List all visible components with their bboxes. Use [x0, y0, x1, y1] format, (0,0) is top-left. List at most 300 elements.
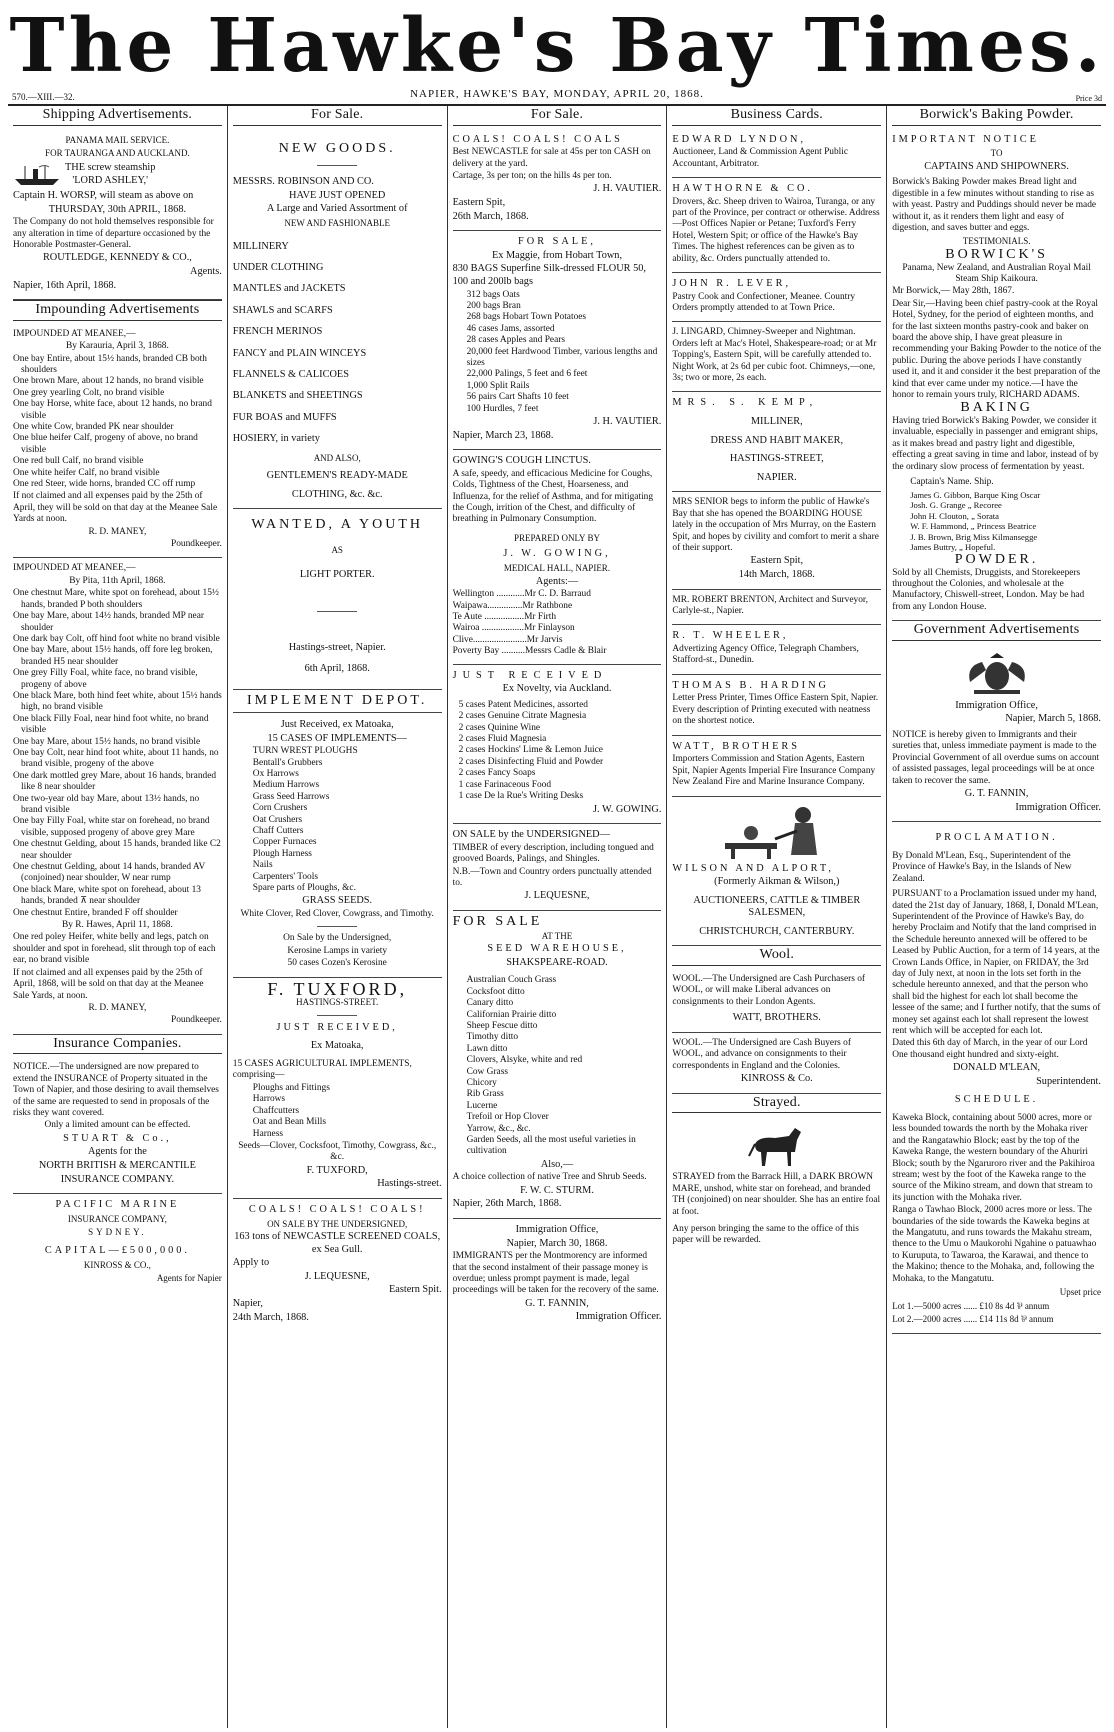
list-item: FLANNELS & CALICOES: [232, 369, 349, 380]
seed-signer: F. W. C. STURM.: [520, 1184, 594, 1196]
list-item: Grass Seed Harrows: [252, 791, 330, 802]
ship-date: THURSDAY, 30th APRIL, 1868.: [48, 203, 187, 215]
imm1-text: IMMIGRANTS per the Montmorency are informed that the second instalment of their passage money is overdue; unless prompt payment is made, legal proceedings will be taken for the recovery of the same.: [452, 1251, 659, 1296]
list-item: 5 cases Patent Medicines, assorted: [458, 699, 588, 710]
coals-signer: J. LEQUESNE,: [304, 1270, 370, 1282]
issue-number: 570.—XIII.—32.: [12, 92, 75, 102]
borwick-testimonials: TESTIMONIALS.: [962, 236, 1031, 247]
list-item: Corn Crushers: [252, 803, 308, 814]
list-item: One grey yearling Colt, no brand visible: [13, 387, 165, 398]
impound-1-terms: If not claimed and all expenses paid by the 25th of April, they will be sold on that day at the Meanee Sale Yards at noon.: [13, 491, 218, 525]
kemp-dress: DRESS AND HABIT MAKER,: [710, 434, 844, 446]
impound-1-by: By Karauria, April 3, 1868.: [65, 341, 169, 352]
wool-2-signer: KINROSS & Co.: [740, 1073, 813, 1085]
vautier-sale-ex: Ex Maggie, from Hobart Town,: [491, 249, 623, 261]
list-item: One two-year old bay Mare, about 13½ hands, no brand visible: [13, 793, 200, 815]
schedule-kaweka: Kaweka Block, containing about 5000 acres, more or less bounded towards the north by the Mohaka river and the Rangatawhio Block; east by the top of the Kaweka Range, the western boundary of the Ahuriri Block; south by the Ngaruroro river and the Pakihiroa stream; west by the foot of the Kaweka range to the source of the Mikino stream, and down that stream to its junction with the Mohaka river.: [892, 1112, 1095, 1203]
list-item: 56 pairs Cart Shafts 10 feet: [466, 392, 569, 403]
list-item: 20,000 feet Hardwood Timber, various lengths and sizes: [466, 346, 658, 368]
tuxford-title: F. TUXFORD,: [267, 978, 408, 999]
impound-1-title: IMPOUNDED AT MEANEE,—: [13, 328, 136, 339]
robinson-assortment: A Large and Varied Assortment of: [266, 203, 408, 215]
senior-date: 14th March, 1868.: [738, 569, 815, 581]
for-sale-heading-1: For Sale.: [233, 106, 442, 126]
robinson-fashionable: NEW AND FASHIONABLE: [284, 217, 391, 228]
list-item: 100 Hurdles, 7 feet: [466, 403, 539, 414]
impound-1-signer: R. D. MANEY,: [88, 526, 147, 537]
schedule-lot-1: Lot 1.—5000 acres ...... £10 8s 4d ⅌ annum: [892, 1300, 1050, 1311]
vautier-coals-title: COALS! COALS! COALS: [452, 133, 623, 145]
robinson-clothing: CLOTHING, &c. &c.: [291, 488, 383, 500]
strayed-ad: [672, 1116, 881, 1253]
list-item: One bay Filly Foal, white star on forehead, no brand visible, supposed progeny of above grey Mare: [13, 816, 210, 838]
vautier-date: 26th March, 1868.: [452, 210, 529, 222]
list-item: James G. Gibbon, Barque King Oscar: [910, 489, 1041, 500]
list-item: One black Mare, both hind feet white, about 15½ hands high, no brand visible: [13, 690, 222, 713]
horse-icon: [745, 1122, 809, 1170]
brenton-desc: MR. ROBERT BRENTON, Architect and Surveyor, Carlyle-st., Napier.: [672, 594, 868, 617]
coals-on-sale: ON SALE BY THE UNDERSIGNED,: [267, 1218, 408, 1229]
list-item: Yarrow, &c., &c.: [466, 1123, 531, 1134]
proclamation-signer: DONALD M'LEAN,: [953, 1062, 1041, 1074]
wilson-name: WILSON AND ALPORT,: [672, 862, 834, 874]
list-item: Te Aute .................Mr Firth: [452, 612, 557, 623]
list-item: Wairoa ..................Mr Finlayson: [452, 623, 575, 634]
depot-kerosine: 50 cases Cozen's Kerosine: [287, 958, 387, 969]
list-item: Harness: [252, 1128, 283, 1139]
imm1-date: Napier, March 30, 1868.: [506, 1237, 608, 1249]
robinson-items: [233, 236, 442, 450]
list-item: MANTLES and JACKETS: [232, 283, 346, 295]
for-sale-heading-2: For Sale.: [453, 106, 662, 126]
government-heading: Government Advertisements: [892, 621, 1101, 641]
imm1-role: Immigration Officer.: [575, 1311, 662, 1323]
impound-ad-2: [13, 558, 222, 1034]
list-item: 2 cases Disinfecting Fluid and Powder: [458, 756, 604, 767]
impound-2-list: [13, 588, 222, 919]
impound-2-title: IMPOUNDED AT MEANEE,—: [13, 563, 136, 574]
borwick-to: TO: [990, 148, 1003, 159]
coals-date: 24th March, 1868.: [232, 1311, 309, 1323]
kemp-milliner: MILLINER,: [750, 416, 803, 428]
vautier-sale-ad: [453, 231, 662, 450]
column-1: [8, 106, 227, 1728]
ship-name: 'LORD ASHLEY,': [72, 175, 148, 187]
schedule-ranga: Ranga o Tawhao Block, 2000 acres more or less. The boundaries of the side towards the Kaweka begins at the Mangatutu, and runs towards the Makahu stream, thence to the Umu o Maukorohi Ngahine o patuawhao to Kuruputa, to Tawaroa, the Karawai, and thence to the Makino; thence to the Mohaka, and, following the Mohaka, to the Mangatutu.: [892, 1205, 1097, 1284]
list-item: UNDER CLOTHING: [232, 261, 324, 273]
imm2-date: Napier, March 5, 1868.: [1005, 713, 1101, 725]
vautier-spit: Eastern Spit,: [452, 197, 506, 208]
gowing-linctus-ad: [453, 450, 662, 664]
seed-warehouse-ad: [453, 911, 662, 1219]
vautier-coals-ad: [453, 129, 662, 232]
list-item: Carpenters' Tools: [252, 871, 318, 882]
list-item: One dark mottled grey Mare, about 16 hands, branded like 8 near shoulder: [13, 770, 217, 793]
wanted-address: Hastings-street, Napier.: [288, 642, 386, 654]
coals-napier: Napier,: [232, 1298, 263, 1310]
list-item: FANCY and PLAIN WINCEYS: [232, 347, 367, 359]
coals-apply: Apply to: [232, 1257, 270, 1269]
timber-signer: J. LEQUESNE,: [524, 890, 590, 902]
gowing-name: J. W. GOWING,: [503, 548, 611, 560]
wheeler-desc: Advertizing Agency Office, Telegraph Chambers, Stafford-st., Dunedin.: [672, 644, 859, 666]
depot-list: [233, 746, 442, 894]
gowing-agents: Agents:—: [535, 575, 579, 587]
insurance-company: NORTH BRITISH & MERCANTILE: [38, 1159, 196, 1171]
list-item: FUR BOAS and MUFFS: [232, 411, 337, 423]
senior-desc: MRS SENIOR begs to inform the public of Hawke's Bay that she has opened the BOARDING HOUSE lately in the occupation of Mrs Murray, on the Eastern Spit, and hopes by civility and comfort to merit a share of their support.: [672, 497, 879, 554]
list-item: One dark bay Colt, off hind foot white no brand visible: [13, 633, 220, 644]
list-item: 200 bags Bran: [466, 300, 521, 311]
list-item: Lucerne: [466, 1100, 498, 1111]
list-item: Plough Harness: [252, 848, 312, 859]
steamship-icon: [13, 163, 61, 187]
jr-title: JUST RECEIVED: [452, 669, 608, 681]
list-item: One bay Entire, about 15½ hands, branded CB both shoulders: [13, 353, 207, 375]
schedule-upset: Upset price: [1059, 1287, 1101, 1298]
grass-seeds: GRASS SEEDS.: [302, 895, 373, 907]
immigration-ad-2: [892, 644, 1101, 822]
vautier-sale-date: Napier, March 23, 1868.: [452, 429, 554, 441]
list-item: One bay Colt, near hind foot white, about 11 hands, no brand visible, progeny of the above: [13, 747, 219, 770]
list-item: Trefoil or Hop Clover: [466, 1112, 549, 1123]
list-item: Clive.......................Mr Jarvis: [452, 634, 563, 645]
wanted-ad: [233, 509, 442, 690]
insurance-limit: Only a limited amount can be effected.: [44, 1120, 191, 1131]
imm2-text: NOTICE is hereby given to Immigrants and their sureties that, unless immediate payment is made to the Provincial Government of all overdue sums on account of assisted passages, legal proceedings will be at once taken to recover the same.: [892, 730, 1100, 786]
insurance-notice: NOTICE.—The undersigned are now prepared to extend the INSURANCE of Property situated in the Town of Napier, and those desiring to avail themselves of the same are requested to send in proposals of the risks they want covered.: [13, 1062, 219, 1118]
gowing-title: GOWING'S COUGH LINCTUS.: [452, 455, 591, 467]
impound-2-terms: If not claimed and all expenses paid by the 25th of April, 1868, will be sold on that day at the Meanee Sale Yards, at noon.: [13, 967, 204, 1001]
list-item: Canary ditto: [466, 998, 514, 1009]
list-item: Spare parts of Ploughs, &c.: [252, 883, 356, 894]
pacific-ad: [13, 1194, 222, 1292]
gowing-hall: MEDICAL HALL, NAPIER.: [503, 563, 611, 574]
tuxford-list: [233, 1083, 442, 1140]
borwick-powder: POWDER.: [954, 552, 1039, 568]
tuxford-ad: [233, 978, 442, 1199]
list-item: MILLINERY: [232, 240, 289, 252]
pacific-title: PACIFIC MARINE: [55, 1199, 180, 1211]
strayed-heading: Strayed.: [672, 1094, 881, 1114]
ship-dated: Napier, 16th April, 1868.: [13, 279, 117, 291]
wheeler-card: [672, 625, 881, 674]
borwick-captains: CAPTAINS AND SHIPOWNERS.: [924, 160, 1069, 172]
borwick-brand: BORWICK'S: [945, 247, 1048, 262]
list-item: 2 cases Fluid Magnesia: [458, 734, 547, 745]
list-item: Chicory: [466, 1077, 497, 1088]
jr-list: [453, 700, 662, 803]
column-3: [447, 106, 667, 1728]
list-item: Bentall's Grubbers: [252, 757, 323, 768]
list-item: J. B. Brown, Brig Miss Kilmansegge: [910, 531, 1038, 542]
column-4: [666, 106, 886, 1728]
business-cards-heading: Business Cards.: [672, 106, 881, 126]
kemp-street: HASTINGS-STREET,: [729, 453, 824, 465]
wool-ad-2: [672, 1033, 881, 1094]
ship-agents-label: Agents.: [190, 265, 222, 277]
timber-desc: TIMBER of every description, including tongued and grooved Boards, Palings, and Shingles.: [452, 842, 654, 865]
list-item: Oat and Bean Mills: [252, 1117, 326, 1128]
column-5: [886, 106, 1106, 1728]
list-item: Ploughs and Fittings: [252, 1082, 330, 1093]
lever-card: [672, 273, 881, 322]
list-item: 2 cases Quinine Wine: [458, 722, 541, 733]
kemp-napier: NAPIER.: [756, 471, 797, 483]
list-item: James Buttry, „ Hopeful.: [910, 542, 996, 553]
tuxford-street: HASTINGS-STREET.: [296, 997, 379, 1008]
masthead-title: The Hawke's Bay Times.: [9, 3, 1105, 89]
imm1-office: Immigration Office,: [515, 1223, 599, 1235]
wool-heading: Wool.: [672, 946, 881, 966]
list-item: One red Steer, wide horns, branded CC off rump: [13, 479, 196, 490]
list-item: One chestnut Gelding, about 14 hands, branded AV (conjoined) near shoulder, W near rump: [13, 862, 206, 884]
coals-spit: Eastern Spit.: [388, 1284, 442, 1296]
imm1-signer: G. T. FANNIN,: [525, 1297, 589, 1309]
hawthorne-name: HAWTHORNE & CO.: [672, 183, 813, 194]
pacific-capital: CAPITAL—£500,000.: [44, 1244, 190, 1256]
columns: [8, 106, 1106, 1728]
list-item: 2 cases Hockins' Lime & Lemon Juice: [458, 745, 603, 756]
lever-desc: Pastry Cook and Confectioner, Meanee. Country Orders promptly attended to at Town Price.: [672, 291, 856, 314]
vautier-sale-title: FOR SALE,: [518, 236, 596, 248]
seed-date: Napier, 26th March, 1868.: [452, 1198, 562, 1210]
depot-cases: 15 CASES OF IMPLEMENTS—: [267, 732, 407, 744]
lyndon-card: [672, 129, 881, 178]
wanted-as: AS: [331, 545, 343, 555]
insurance-company-2: INSURANCE COMPANY.: [60, 1173, 175, 1185]
insurance-heading: Insurance Companies.: [13, 1035, 222, 1055]
pacific-sub: INSURANCE COMPANY,: [67, 1213, 167, 1224]
list-item: One white heifer Calf, no brand visible: [13, 467, 160, 478]
robinson-opened: HAVE JUST OPENED: [289, 189, 386, 201]
list-item: 312 bags Oats: [466, 289, 520, 300]
list-item: Cocksfoot ditto: [466, 986, 525, 997]
gowing-prepared: PREPARED ONLY BY: [514, 532, 600, 543]
jr-ex: Ex Novelty, via Auckland.: [502, 683, 612, 695]
robinson-also: AND ALSO,: [313, 452, 361, 463]
list-item: One chestnut Mare, white spot on forehead, about 15½ hands, branded P both shoulders: [13, 588, 219, 610]
list-item: Chaffcutters: [252, 1105, 299, 1116]
coals-tons: 163 tons of NEWCASTLE SCREENED COALS, ex Sea Gull.: [234, 1231, 441, 1255]
borwick-tried: Having tried Borwick's Baking Powder, we consider it invaluable, especially in passenger and emigrant ships, as it makes bread and pastry light and digestible, effecting a great saving in time and labor, instead of by the ordinary slow process of fermentation by yeast.: [892, 416, 1099, 472]
proclamation-title: PROCLAMATION.: [935, 832, 1058, 844]
list-item: Josh. G. Grange „ Recoree: [910, 500, 1002, 511]
proclamation-role: Superintendent.: [1036, 1075, 1101, 1087]
ship-notice: The Company do not hold themselves responsible for any alteration in time of departure occasioned by the Honorable Postmaster-General.: [13, 217, 214, 250]
list-item: Ox Harrows: [252, 769, 299, 779]
implement-depot-title: IMPLEMENT DEPOT.: [233, 695, 442, 713]
seed-list: [453, 975, 662, 1158]
seed-native: A choice collection of native Tree and Shrub Seeds.: [452, 1172, 647, 1183]
impounding-heading: Impounding Advertisements: [13, 300, 222, 321]
list-item: 2 cases Fancy Soaps: [458, 768, 536, 779]
depot-received: Just Received, ex Matoaka,: [280, 719, 394, 730]
senior-card: [672, 492, 881, 589]
list-item: Poverty Bay ..........Messrs Cadle & Blair: [452, 646, 607, 657]
insurance-agent: STUART & Co.,: [63, 1132, 172, 1144]
insurance-agents-for: Agents for the: [87, 1146, 147, 1158]
list-item: Oat Crushers: [252, 814, 303, 825]
lequesne-coals-ad: [233, 1199, 442, 1331]
seed-at-the: AT THE: [541, 930, 573, 941]
impound-2-heifer: One red poley Heifer, white belly and legs, patch on shoulder and spot in forehead, slit through top of each ear, no brand visible: [13, 932, 216, 966]
list-item: 28 cases Apples and Pears: [466, 335, 566, 346]
grass-seeds-list: White Clover, Red Clover, Cowgrass, and Timothy.: [240, 909, 434, 920]
borwick-ship: Panama, New Zealand, and Australian Royal Mail Steam Ship Kaikoura.: [902, 262, 1091, 284]
schedule-lot-2: Lot 2.—2000 acres ...... £14 11s 8d ⅌ annum: [892, 1314, 1054, 1325]
proclamation-ad: [892, 822, 1101, 1334]
coals-title: COALS! COALS! COALS!: [248, 1203, 426, 1215]
vautier-signer: J. H. VAUTIER.: [593, 183, 662, 195]
impound-ad-1: [13, 324, 222, 559]
list-item: Medium Harrows: [252, 780, 320, 791]
lever-name: JOHN R. LEVER,: [672, 278, 792, 290]
list-item: Copper Furnaces: [252, 837, 317, 848]
lingard-card: [672, 322, 881, 392]
vautier-flour: 830 BAGS Superfine Silk-dressed FLOUR 50, 100 and 200lb bags: [452, 263, 646, 287]
shipping-heading: Shipping Advertisements.: [13, 106, 222, 126]
royal-crest-icon: [960, 652, 1034, 696]
schedule-title: SCHEDULE.: [954, 1094, 1039, 1106]
list-item: One bay Mare, about 15½ hands, off fore leg broken, branded H5 near shoulder: [13, 645, 213, 667]
harding-desc: Letter Press Printer, Times Office Eastern Spit, Napier. Every description of Printing executed with neatness on the shortest notice.: [672, 693, 879, 727]
list-item: Harrows: [252, 1094, 286, 1105]
list-item: One grey Filly Foal, white face, no brand visible, progeny of above: [13, 668, 198, 690]
borwick-baking: BAKING: [960, 400, 1033, 416]
ship-line-1: THE screw steamship: [65, 161, 156, 173]
list-item: HOSIERY, in variety: [232, 433, 320, 445]
jr-signer: J. W. GOWING.: [593, 803, 662, 815]
proclamation-by: By Donald M'Lean, Esq., Superintendent of the Province of Hawke's Bay, in the Islands of New Zealand.: [892, 850, 1072, 884]
wool-ad-1: [672, 969, 881, 1033]
pacific-agents: KINROSS & CO.,: [83, 1259, 151, 1270]
just-received-ad: [453, 665, 662, 824]
tuxford-received: JUST RECEIVED,: [276, 1021, 398, 1033]
wilson-formerly: (Formerly Aikman & Wilson,): [714, 876, 840, 888]
immigration-ad-1: [453, 1219, 662, 1331]
list-item: Waipawa...............Mr Rathbone: [452, 600, 573, 611]
borwick-caps-list: [892, 490, 1101, 554]
seed-warehouse: SEED WAREHOUSE,: [487, 943, 627, 955]
list-item: W. F. Hammond, „ Princess Beatrice: [910, 521, 1037, 532]
imm2-signer: G. T. FANNIN,: [964, 788, 1029, 800]
timber-nb: N.B.—Town and Country orders punctually attended to.: [452, 866, 652, 888]
wanted-date: 6th April, 1868.: [304, 662, 370, 674]
list-item: 1 case De la Rue's Writing Desks: [458, 791, 584, 802]
list-item: 1,000 Split Rails: [466, 380, 530, 391]
list-item: One bay Horse, white face, about 12 hands, no brand visible: [13, 399, 212, 421]
tauranga-line: FOR TAURANGA AND AUCKLAND.: [45, 148, 190, 159]
seed-also: Also,—: [540, 1158, 574, 1170]
insurance-ad: [13, 1057, 222, 1194]
kemp-name: MRS. S. KEMP,: [672, 397, 819, 409]
list-item: Rib Grass: [466, 1089, 504, 1100]
list-item: SHAWLS and SCARFS: [232, 304, 333, 316]
vautier-sale-signer: J. H. VAUTIER.: [593, 416, 662, 428]
list-item: One white Cow, branded PK near shoulder: [13, 422, 174, 432]
list-item: Lawn ditto: [466, 1043, 508, 1054]
list-item: 46 cases Jams, assorted: [466, 323, 555, 334]
price: Price 3d: [1075, 94, 1102, 103]
tuxford-cases: 15 CASES AGRICULTURAL IMPLEMENTS, comprising—: [232, 1059, 412, 1081]
tuxford-signer: F. TUXFORD,: [306, 1164, 368, 1176]
new-goods: NEW GOODS.: [278, 140, 396, 156]
list-item: John H. Clouton, „ Sorata: [910, 510, 999, 521]
gowing-desc: A safe, speedy, and efficacious Medicine for Coughs, Colds, Tightness of the Chest, Hoarseness, and Influenza, for the relief of Asthma, and for mitigating the Cough, irrition of the Chest, and difficulty of breathing in Pulmonary Consumption.: [452, 468, 654, 525]
pacific-agents-napier: Agents for Napier: [156, 1273, 222, 1284]
impound-2-by: By Pita, 11th April, 1868.: [69, 575, 166, 586]
list-item: Cow Grass: [466, 1066, 508, 1077]
list-item: FRENCH MERINOS: [232, 326, 323, 338]
wool-1-text: WOOL.—The Undersigned are Cash Purchasers of WOOL, or will make Liberal advances on consignments to their London Agents.: [672, 974, 866, 1007]
list-item: Australian Couch Grass: [466, 975, 557, 986]
list-item: TURN WREST PLOUGHS: [252, 746, 358, 757]
ship-line-3: Captain H. WORSP, will steam as above on: [13, 189, 194, 201]
watt-name: WATT, BROTHERS: [672, 740, 801, 752]
tuxford-seeds: Seeds—Clover, Cocksfoot, Timothy, Cowgrass, &c., &c.: [238, 1140, 437, 1163]
list-item: Garden Seeds, all the most useful varieties in cultivation: [466, 1134, 636, 1157]
shipping-ad: [13, 129, 222, 301]
watt-card: [672, 736, 881, 797]
wool-2-text: WOOL.—The Undersigned are Cash Buyers of WOOL, and advance on consignments to their correspondents in England and the Colonies.: [672, 1037, 851, 1071]
list-item: One black Mare, white spot on forehead, about 13 hands, branded ⊼ near shoulder: [13, 884, 201, 907]
borwick-ad: [892, 129, 1101, 622]
wheeler-name: R. T. WHEELER,: [672, 630, 789, 642]
impound-1-list: [13, 354, 222, 491]
lyndon-desc: Auctioneer, Land & Commission Agent Public Accountant, Arbitrator.: [672, 147, 849, 169]
imm2-office: Immigration Office,: [955, 699, 1038, 711]
pacific-city: SYDNEY.: [88, 1227, 147, 1238]
robinson-name: MESSRS. ROBINSON AND CO.: [232, 176, 374, 188]
panama-line: PANAMA MAIL SERVICE.: [65, 134, 170, 145]
lingard-desc: J. LINGARD, Chimney-Sweeper and Nightman. Orders left at Mac's Hotel, Shakespeare-road; or at Mr Topping's, Eastern Spit, will be carefully attended to. Night Work, at 2s 6d per cubic foot. Chimneys,—one, 3s; two or more, 2s each.: [672, 327, 877, 384]
senior-spit: Eastern Spit,: [750, 555, 804, 567]
borwick-letter: Dear Sir,—Having been chief pastry-cook at the Royal Hotel, Sydney, for the period of eighteen months, and for the last sixteen months pastry-cook and baker on board the above ship, I have great pleasure in recommending your Baking Powder to the notice of the public. During the above periods I have constantly used it, and it and consider it the best preparation of the kind that ever came under my notice.—I have the honor to remain yours truly, RICHARD ADAMS.: [892, 298, 1101, 401]
wanted-role: LIGHT PORTER.: [299, 568, 375, 580]
list-item: Wellington ............Mr C. D. Barraud: [452, 589, 591, 600]
impound-2-role: Poundkeeper.: [171, 1015, 222, 1026]
lyndon-name: EDWARD LYNDON,: [672, 133, 807, 145]
borwick-sold: Sold by all Chemists, Druggists, and Storekeepers throughout the Colonies, and wholesale at the Manufactory, Chiswell-street, London. May be had from any London House.: [892, 567, 1085, 612]
list-item: One blue heifer Calf, progeny of above, no brand visible: [13, 433, 198, 455]
list-item: One bay Mare, about 14½ hands, branded MP near shoulder: [13, 611, 205, 633]
depot-on-sale: On Sale by the Undersigned,: [283, 933, 392, 944]
list-item: One chestnut Gelding, about 15 hands, branded like C2 near shoulder: [13, 839, 221, 861]
borwick-letter-date: Mr Borwick,— May 28th, 1867.: [892, 286, 1015, 297]
wilson-auctioneers: AUCTIONEERS, CATTLE & TIMBER SALESMEN,: [693, 894, 861, 919]
vautier-list: [453, 290, 662, 415]
wanted-title: WANTED, A YOUTH: [251, 517, 424, 533]
robinson-ad: [233, 129, 442, 510]
list-item: Timothy ditto: [466, 1032, 519, 1043]
impound-1-role: Poundkeeper.: [171, 539, 222, 550]
wool-1-signer: WATT, BROTHERS.: [732, 1012, 821, 1024]
seed-road: SHAKSPEARE-ROAD.: [506, 956, 608, 968]
proclamation-dated: Dated this 6th day of March, in the year of our Lord One thousand eight hundred and sixty-eight.: [892, 1038, 1088, 1060]
wilson-city: CHRISTCHURCH, CANTERBURY.: [699, 925, 855, 937]
dateline: NAPIER, HAWKE'S BAY, MONDAY, APRIL 20, 1868.: [410, 88, 704, 100]
robinson-gents: GENTLEMEN'S READY-MADE: [266, 470, 408, 482]
list-item: 268 bags Hobart Town Potatoes: [466, 312, 587, 323]
implement-depot-ad: [233, 690, 442, 977]
brenton-card: [672, 590, 881, 626]
borwick-heading: Borwick's Baking Powder.: [892, 106, 1101, 126]
hawthorne-card: [672, 178, 881, 273]
depot-lamps: Kerosine Lamps in variety: [287, 945, 388, 956]
column-2: [227, 106, 447, 1728]
impound-2-signer: R. D. MANEY,: [88, 1002, 147, 1013]
